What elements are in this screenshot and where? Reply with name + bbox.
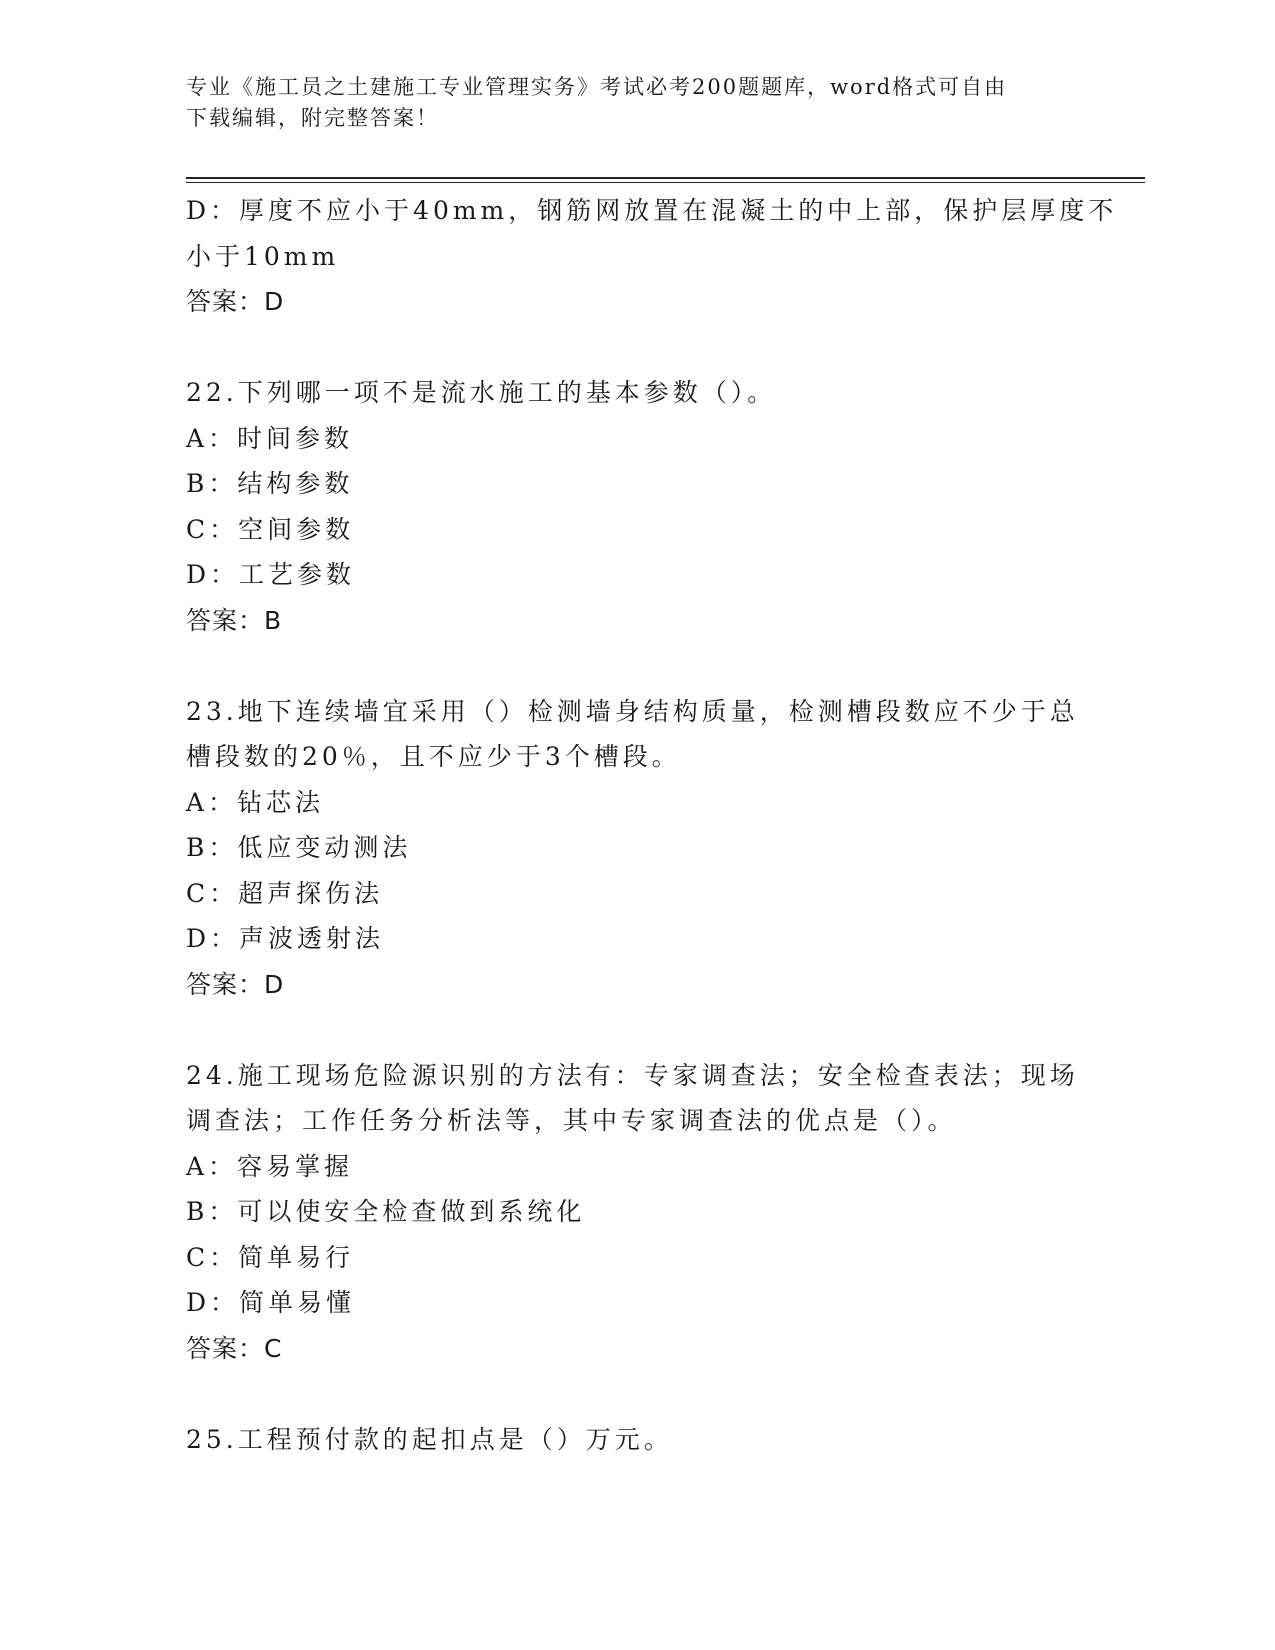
answer-line: 答案：D xyxy=(186,287,285,316)
answer-line: 答案：B xyxy=(186,605,283,635)
option-b: B：结构参数 xyxy=(186,469,354,498)
spacer xyxy=(186,1007,1086,1053)
document-header xyxy=(186,72,1066,134)
question-block xyxy=(186,1053,1086,1372)
header-rule-thick xyxy=(186,177,1145,179)
question-stem-cont: 槽段数的20％，且不应少于3个槽段。 xyxy=(186,742,681,771)
question-block xyxy=(186,1417,1086,1463)
option-c: C：简单易行 xyxy=(186,1242,355,1272)
option-c: C：超声探伤法 xyxy=(186,878,384,908)
spacer xyxy=(186,325,1086,371)
question-list xyxy=(186,188,1118,1462)
option-a: A：时间参数 xyxy=(186,423,354,453)
spacer xyxy=(186,1371,1086,1417)
option-a: A：钻芯法 xyxy=(186,787,325,817)
question-stem: 22.下列哪一项不是流水施工的基本参数（）。 xyxy=(186,378,777,407)
spacer xyxy=(186,643,1086,689)
option-d: D：声波透射法 xyxy=(186,924,385,953)
question-block xyxy=(186,370,1086,643)
header-line-1: 专业《施工员之土建施工专业管理实务》考试必考200题题库，word格式可自由 xyxy=(186,75,1008,99)
question-stem-cont: 调查法；工作任务分析法等，其中专家调查法的优点是（）。 xyxy=(186,1106,957,1135)
header-line-2: 下载编辑，附完整答案！ xyxy=(186,106,439,130)
option-d: D：简单易懂 xyxy=(186,1288,356,1317)
option-b: B：可以使安全检查做到系统化 xyxy=(186,1197,586,1226)
answer-line: 答案：C xyxy=(186,1333,283,1363)
answer-line: 答案：D xyxy=(186,969,285,999)
question-block xyxy=(186,689,1086,1008)
option-b: B：低应变动测法 xyxy=(186,833,412,862)
option-d-line-1: D：厚度不应小于40mm，钢筋网放置在混凝土的中上部，保护层厚度不 xyxy=(186,196,1118,225)
question-stem: 23.地下连续墙宜采用（）检测墙身结构质量，检测槽段数应不少于总 xyxy=(186,696,1079,726)
question-stem: 25.工程预付款的起扣点是（）万元。 xyxy=(186,1424,673,1454)
header-rule-thin xyxy=(186,182,1145,183)
option-a: A：容易掌握 xyxy=(186,1151,354,1181)
question-stem: 24.施工现场危险源识别的方法有：专家调查法；安全检查表法；现场 xyxy=(186,1060,1079,1090)
option-c: C：空间参数 xyxy=(186,514,355,544)
option-d: D：工艺参数 xyxy=(186,560,356,589)
option-d-line-2: 小于10mm xyxy=(186,241,340,271)
